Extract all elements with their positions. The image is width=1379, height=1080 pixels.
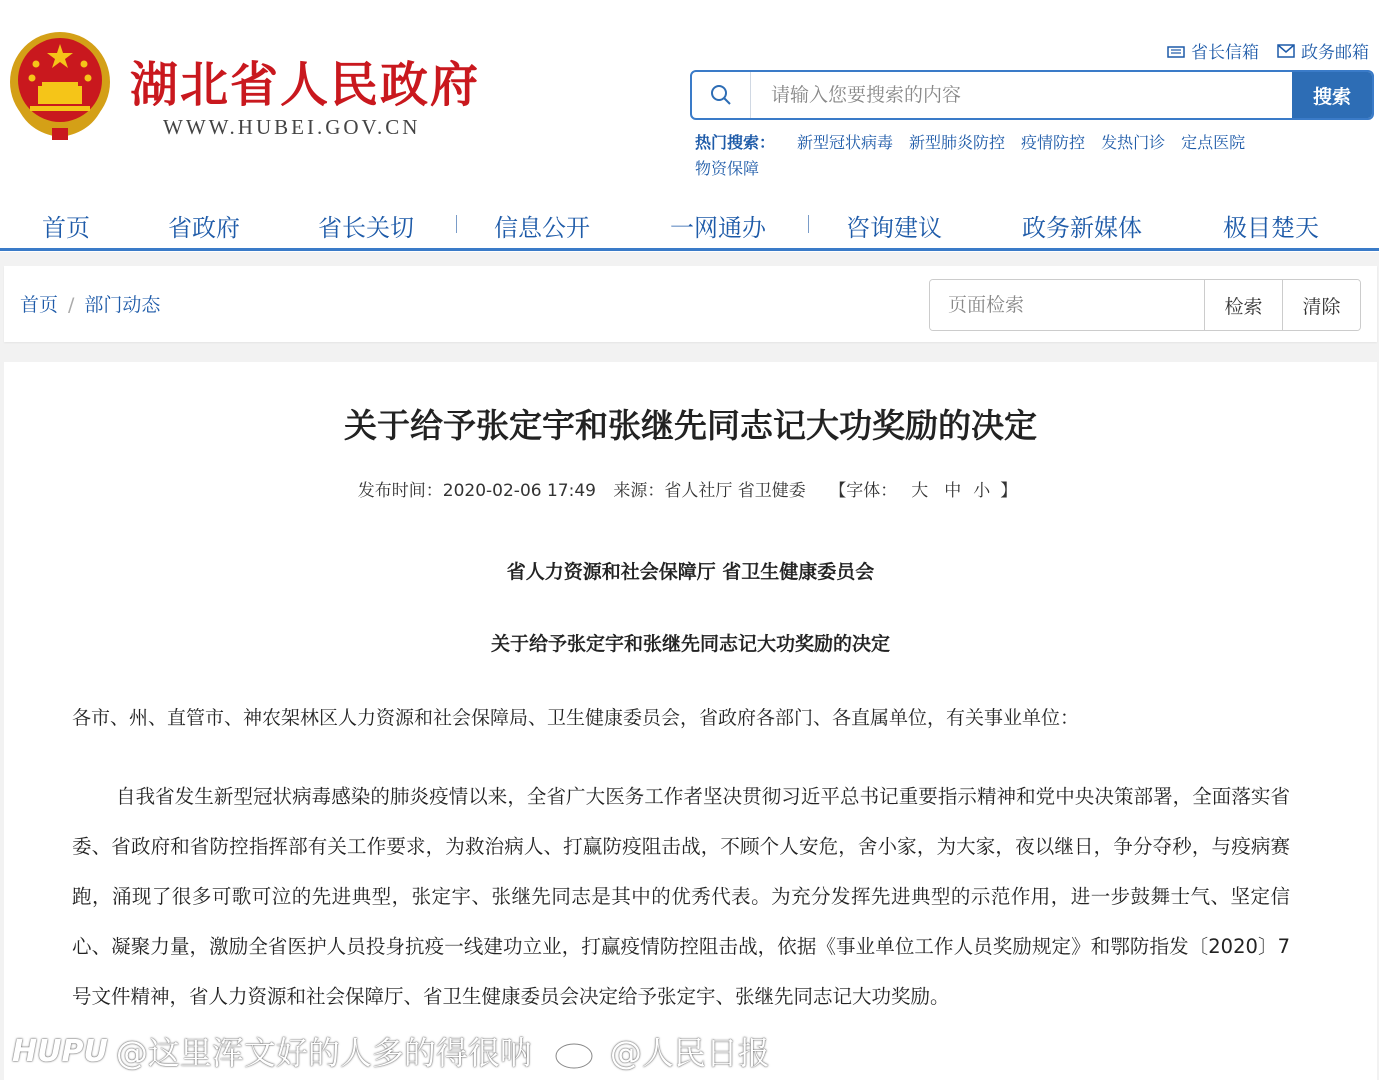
nav-item-consult[interactable]: 咨询建议 — [846, 214, 942, 242]
hupu-watermark: HUPU — [12, 1033, 108, 1069]
nav-item-government[interactable]: 省政府 — [168, 214, 240, 242]
main-nav — [0, 200, 1379, 251]
article-title: 关于给予张定宇和张继先同志记大功奖励的决定 — [344, 406, 1037, 445]
nav-item-one-net-service[interactable]: 一网通办 — [670, 214, 766, 242]
hot-search-item[interactable]: 物资保障 — [695, 159, 760, 178]
governor-mailbox-label: 省长信箱 — [1191, 43, 1259, 63]
page-clear-button[interactable]: 清除 — [1282, 280, 1360, 330]
breadcrumb-home[interactable]: 首页 — [20, 294, 59, 316]
page-search-button[interactable]: 检索 — [1204, 280, 1282, 330]
page-search — [929, 279, 1361, 331]
user-watermark: @这里浑文好的人多的得很呐 — [115, 1034, 532, 1072]
nav-item-home[interactable]: 首页 — [42, 214, 90, 242]
weibo-watermark: @人民日报 — [609, 1034, 770, 1072]
search-icon-wrap[interactable] — [692, 72, 751, 118]
breadcrumb — [20, 290, 160, 317]
font-size-control — [823, 481, 1023, 501]
font-medium-button[interactable]: 中 — [944, 481, 962, 501]
breadcrumb-area — [0, 252, 1379, 352]
national-emblem-icon[interactable] — [8, 30, 112, 142]
font-size-prefix: 【字体： — [829, 481, 898, 501]
search-input[interactable] — [751, 72, 1292, 118]
search-icon — [710, 84, 732, 106]
nav-item-jimu-chutian[interactable]: 极目楚天 — [1223, 214, 1319, 242]
issuer: 省人力资源和社会保障厅 省卫生健康委员会 — [506, 561, 875, 583]
hot-search-item[interactable]: 疫情防控 — [1021, 133, 1086, 152]
nav-separator — [456, 215, 457, 233]
hot-search-item[interactable]: 新型肺炎防控 — [909, 133, 1006, 152]
hot-search-item[interactable]: 新型冠状病毒 — [797, 133, 894, 152]
hot-search-label: 热门搜索： — [695, 133, 776, 152]
governor-mailbox-link[interactable] — [1167, 38, 1259, 63]
article — [4, 362, 1377, 1080]
hot-search-item[interactable]: 发热门诊 — [1101, 133, 1166, 152]
envelope-icon — [1277, 44, 1295, 58]
site-url: WWW.HUBEI.GOV.CN — [163, 115, 421, 139]
breadcrumb-bar — [4, 266, 1377, 342]
nav-item-governor-concerns[interactable]: 省长关切 — [318, 214, 414, 242]
site-title[interactable]: 湖北省人民政府 — [130, 57, 481, 113]
nav-item-new-media[interactable]: 政务新媒体 — [1022, 214, 1142, 242]
hot-search-item[interactable]: 定点医院 — [1181, 133, 1246, 152]
article-meta — [4, 476, 1377, 501]
font-size-suffix: 】 — [1000, 481, 1018, 501]
hot-search — [695, 130, 1325, 182]
gov-email-label: 政务邮箱 — [1301, 43, 1369, 63]
article-body: 自我省发生新型冠状病毒感染的肺炎疫情以来，全省广大医务工作者坚决贯彻习近平总书记重要指示精神和党中央决策部署，全面落实省委、省政府和省防控指挥部有关工作要求，为救治病人、打赢防疫阻击战，不顾个人安危，舍小家，为大家，夜以继日，争分夺秒，与疫病赛跑，涌现了很多可歌可泣的先进典型，张定宇、张继先同志是其中的优秀代表。为充分发挥先进典型的示范作用，进一步鼓舞士气、坚定信心、凝聚力量，激励全省医护人员投身抗疫一线建功立业，打赢疫情防控阻击战，依据《事业单位工作人员奖励规定》和鄂防指发〔2020〕7号文件精神，省人力资源和社会保障厅、省卫生健康委员会决定给予张定宇、张继先同志记大功奖励。 — [72, 785, 1290, 1008]
weibo-icon — [554, 1032, 602, 1070]
top-links — [1167, 38, 1369, 63]
site-header — [0, 0, 1379, 200]
gov-email-link[interactable] — [1277, 38, 1369, 63]
breadcrumb-current[interactable]: 部门动态 — [84, 294, 161, 316]
search-button[interactable]: 搜索 — [1292, 72, 1372, 118]
font-small-button[interactable]: 小 — [973, 481, 991, 501]
article-source: 来源：省人社厅 省卫健委 — [613, 481, 806, 501]
publish-time: 发布时间：2020-02-06 17:49 — [357, 481, 596, 501]
salutation: 各市、州、直管市、神农架林区人力资源和社会保障局、卫生健康委员会，省政府各部门、各直属单位，有关事业单位： — [72, 707, 1080, 729]
breadcrumb-sep: / — [68, 294, 75, 316]
font-large-button[interactable]: 大 — [911, 481, 929, 501]
nav-separator — [808, 215, 809, 233]
site-search — [690, 70, 1374, 120]
page-search-input[interactable] — [930, 280, 1204, 330]
mailbox-icon — [1167, 44, 1185, 58]
nav-item-info-disclosure[interactable]: 信息公开 — [494, 214, 590, 242]
watermark — [12, 1025, 770, 1077]
document-subtitle: 关于给予张定宇和张继先同志记大功奖励的决定 — [490, 633, 890, 655]
